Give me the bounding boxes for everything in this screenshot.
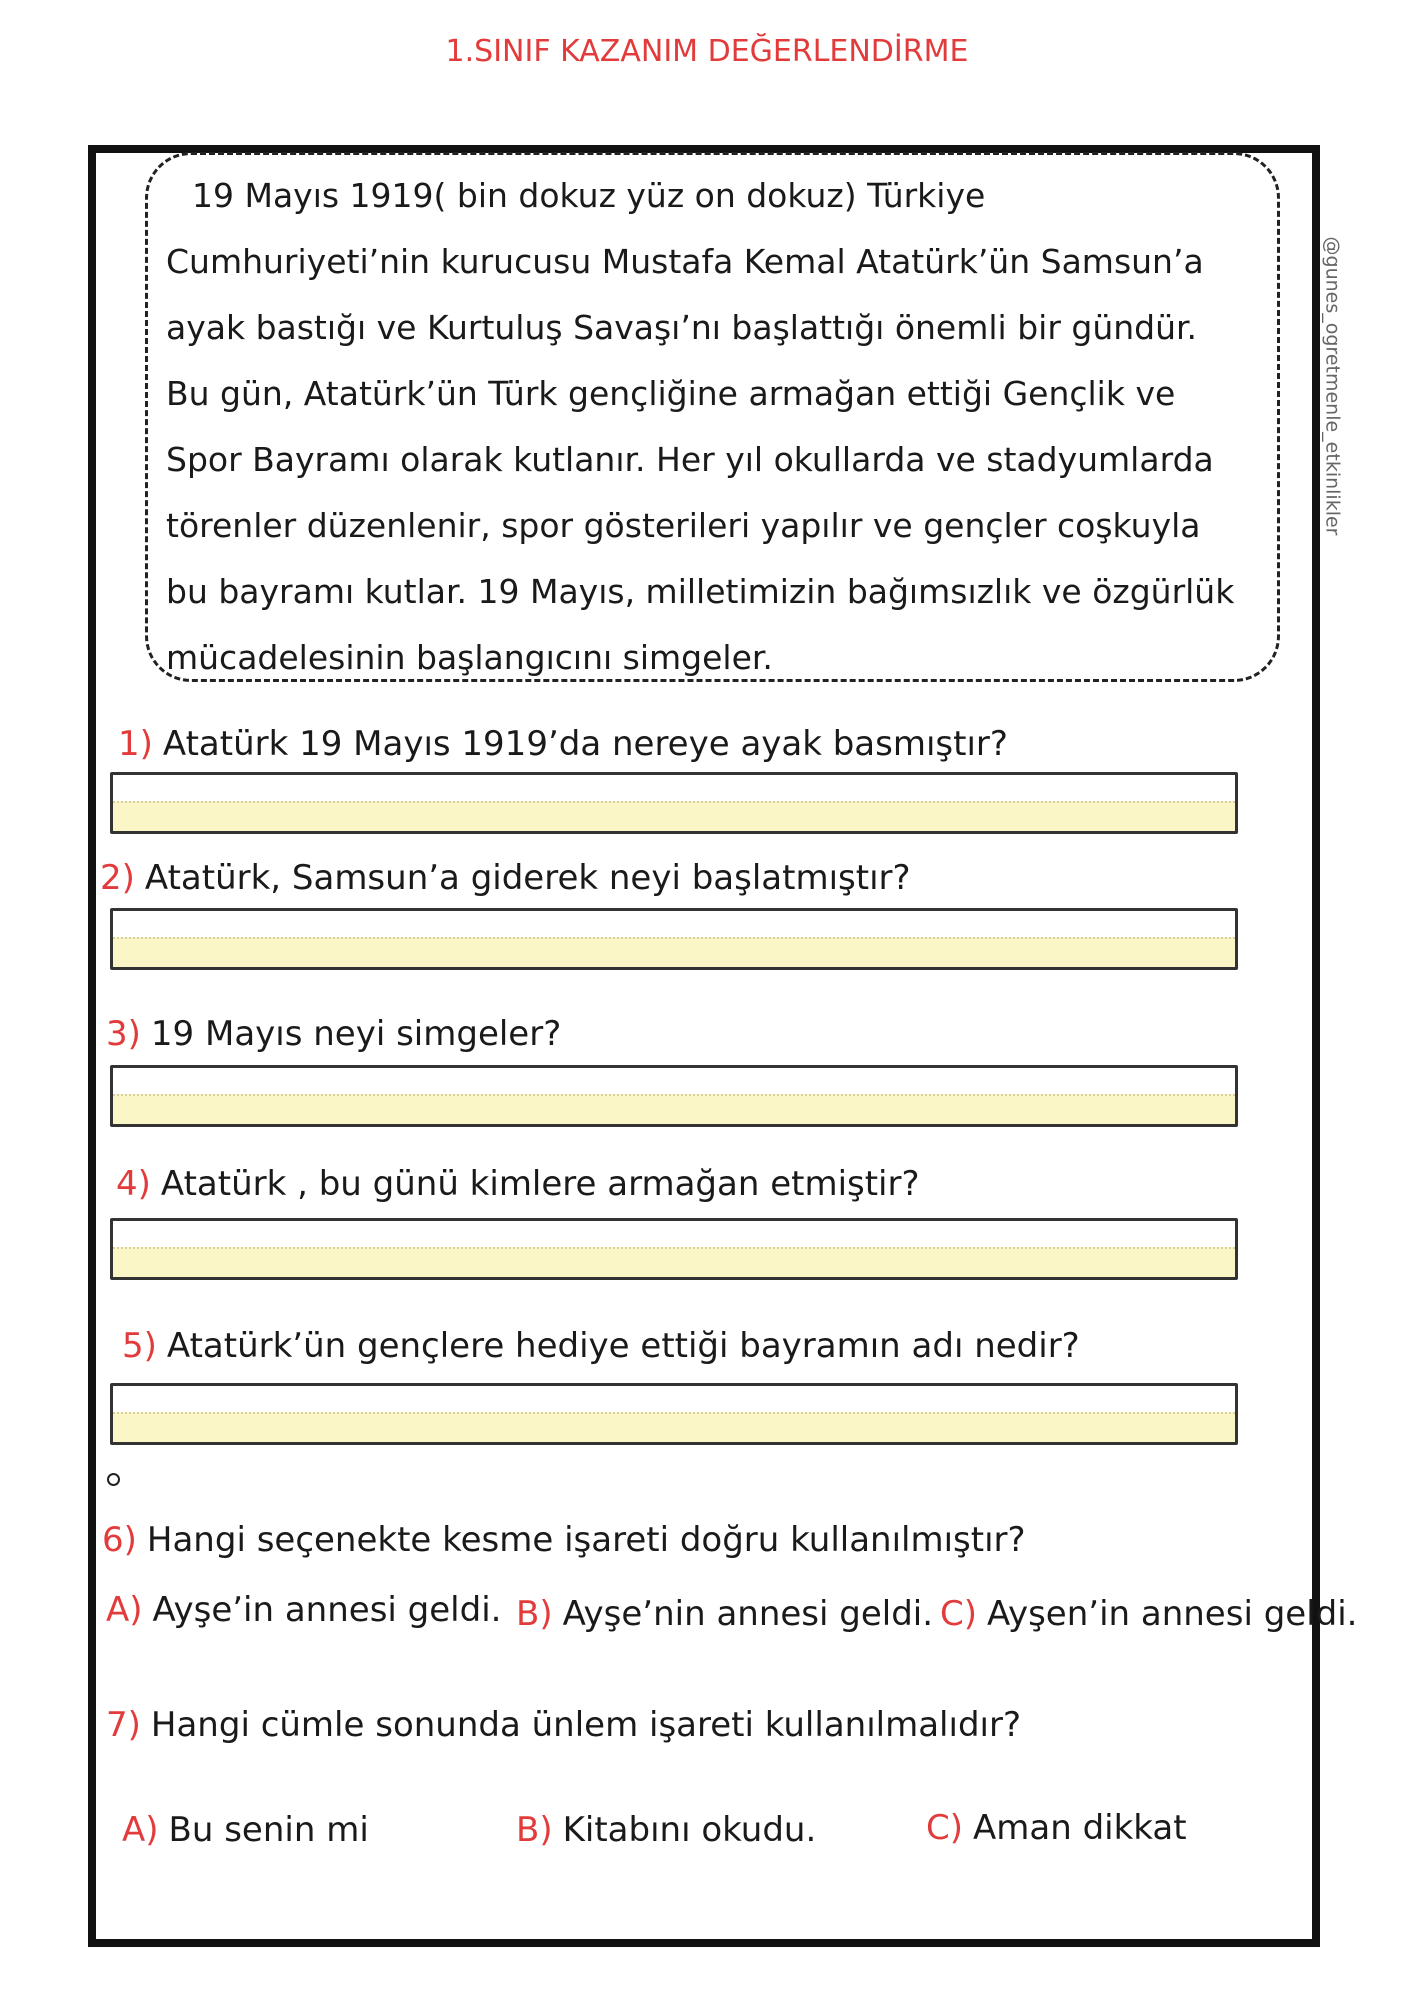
answer-field-5[interactable] xyxy=(110,1383,1238,1445)
question-4 xyxy=(116,1162,920,1206)
option-text: Ayşen’in annesi geldi. xyxy=(987,1594,1358,1634)
option-7a[interactable] xyxy=(122,1808,369,1852)
question-2 xyxy=(100,856,911,900)
option-7b[interactable] xyxy=(516,1808,816,1852)
passage-text: 19 Mayıs 1919( bin dokuz yüz on dokuz) Türkiye Cumhuriyeti’nin kurucusu Mustafa Kemal Atatürk’ün Samsun’a ayak bastığı ve Kurtuluş Savaşı’nı başlattığı önemli bir gündür. Bu gün, Atatürk’ün Türk gençliğine armağan ettiği Gençlik ve Spor Bayramı olarak kutlanır. Her yıl okullarda ve stadyumlarda törenler düzenlenir, spor gösterileri yapılır ve gençler coşkuyla bu bayramı kutlar. 19 Mayıs, milletimizin bağımsızlık ve özgürlük mücadelesinin başlangıcını simgeler. xyxy=(166,176,1235,677)
page-title: 1.SINIF KAZANIM DEĞERLENDİRME xyxy=(445,34,969,69)
option-text: Bu senin mi xyxy=(168,1810,369,1850)
question-text: Atatürk, Samsun’a giderek neyi başlatmıştır? xyxy=(144,858,911,898)
option-text: Kitabını okudu. xyxy=(562,1810,817,1850)
option-7c[interactable] xyxy=(926,1806,1187,1850)
question-number: 1) xyxy=(118,724,153,764)
question-number: 3) xyxy=(106,1014,141,1054)
answer-field-4[interactable] xyxy=(110,1218,1238,1280)
question-text: Atatürk’ün gençlere hediye ettiği bayramın adı nedir? xyxy=(166,1326,1080,1366)
question-5 xyxy=(122,1324,1080,1368)
question-number: 6) xyxy=(102,1520,137,1560)
question-number: 4) xyxy=(116,1164,151,1204)
question-text: Hangi cümle sonunda ünlem işareti kullanılmalıdır? xyxy=(150,1705,1021,1745)
answer-field-1[interactable] xyxy=(110,772,1238,834)
question-6 xyxy=(102,1518,1026,1562)
option-letter: A) xyxy=(122,1810,159,1850)
question-text: Hangi seçenekte kesme işareti doğru kullanılmıştır? xyxy=(146,1520,1026,1560)
question-7 xyxy=(106,1703,1021,1747)
option-letter: A) xyxy=(106,1590,143,1630)
option-letter: C) xyxy=(926,1808,964,1848)
option-6c[interactable] xyxy=(940,1592,1357,1636)
question-number: 5) xyxy=(122,1326,157,1366)
option-letter: C) xyxy=(940,1594,978,1634)
question-1 xyxy=(118,722,1008,766)
option-text: Ayşe’in annesi geldi. xyxy=(152,1590,502,1630)
answer-field-2[interactable] xyxy=(110,908,1238,970)
option-letter: B) xyxy=(516,1594,553,1634)
option-6b[interactable] xyxy=(516,1592,933,1636)
watermark-text: @gunes_ogretmenle_etkinlikler xyxy=(1321,236,1343,536)
option-text: Ayşe’nin annesi geldi. xyxy=(562,1594,934,1634)
question-text: Atatürk , bu günü kimlere armağan etmiştir? xyxy=(160,1164,920,1204)
answer-field-3[interactable] xyxy=(110,1065,1238,1127)
bullet-circle xyxy=(107,1473,120,1486)
question-3 xyxy=(106,1012,561,1056)
question-number: 2) xyxy=(100,858,135,898)
option-6a[interactable] xyxy=(106,1588,501,1632)
option-text: Aman dikkat xyxy=(973,1808,1187,1848)
question-text: 19 Mayıs neyi simgeler? xyxy=(150,1014,562,1054)
question-text: Atatürk 19 Mayıs 1919’da nereye ayak basmıştır? xyxy=(162,724,1008,764)
reading-passage xyxy=(145,152,1280,682)
question-number: 7) xyxy=(106,1705,141,1745)
watermark xyxy=(1315,206,1349,566)
option-letter: B) xyxy=(516,1810,553,1850)
